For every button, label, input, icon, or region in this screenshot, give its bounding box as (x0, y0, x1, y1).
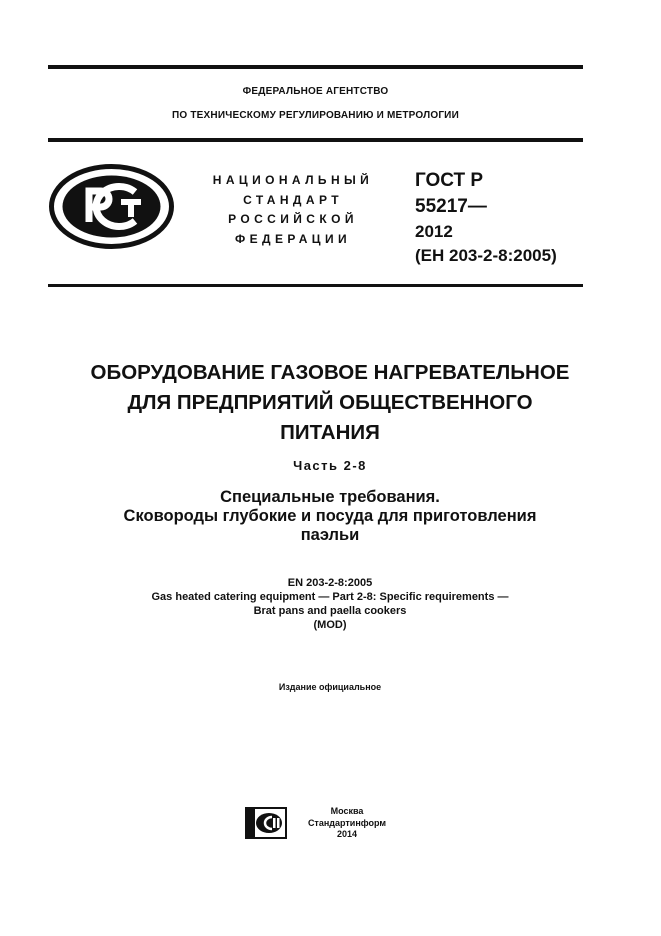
national-standard-line-4: ФЕДЕРАЦИИ (234, 232, 352, 246)
publisher-city: Москва (330, 806, 364, 816)
agency-line-1: ФЕДЕРАЛЬНОЕ АГЕНТСТВО (242, 86, 389, 97)
standartinform-logo-icon (245, 807, 287, 839)
designation-line-3: 2012 (415, 222, 453, 241)
subtitle-line-3: паэльи (300, 526, 360, 544)
top-rule (48, 65, 583, 69)
title-line-2: ДЛЯ ПРЕДПРИЯТИЙ ОБЩЕСТВЕННОГО (127, 391, 533, 414)
gost-r-mark-icon (49, 164, 174, 249)
en-code: EN 203-2-8:2005 (287, 577, 373, 589)
national-standard-line-2: СТАНДАРТ (243, 193, 343, 207)
en-title-line-2: Brat pans and paella cookers (253, 605, 407, 617)
title-line-1: ОБОРУДОВАНИЕ ГАЗОВОЕ НАГРЕВАТЕЛЬНОЕ (90, 361, 570, 384)
designation-line-2: 55217— (415, 196, 487, 217)
edition-label: Издание официальное (278, 682, 382, 692)
document-subtitle (40, 488, 620, 545)
designation-line-4: (ЕН 203-2-8:2005) (415, 246, 557, 265)
title-line-3: ПИТАНИЯ (280, 421, 380, 444)
agency-line-2: ПО ТЕХНИЧЕСКОМУ РЕГУЛИРОВАНИЮ И МЕТРОЛОГИИ (172, 110, 459, 121)
designation-line-1: ГОСТ Р (415, 170, 484, 191)
header-rule (48, 138, 583, 142)
publisher-year: 2014 (336, 829, 358, 839)
publisher-name: Стандартинформ (307, 817, 387, 828)
designation-rule (48, 284, 583, 287)
en-mod: (MOD) (313, 619, 347, 631)
document-title (40, 358, 620, 448)
subtitle-line-1: Специальные требования. (220, 488, 440, 506)
en-reference (40, 576, 620, 632)
part-label: Часть 2-8 (293, 458, 367, 473)
national-standard-line-3: РОССИЙСКОЙ (228, 212, 358, 226)
national-standard-line-1: НАЦИОНАЛЬНЫЙ (212, 173, 374, 187)
publisher-info (292, 806, 402, 841)
subtitle-line-2: Сковороды глубокие и посуда для приготовления (123, 507, 537, 525)
en-title-line-1: Gas heated catering equipment — Part 2-8: Specific requirements — (151, 591, 509, 603)
